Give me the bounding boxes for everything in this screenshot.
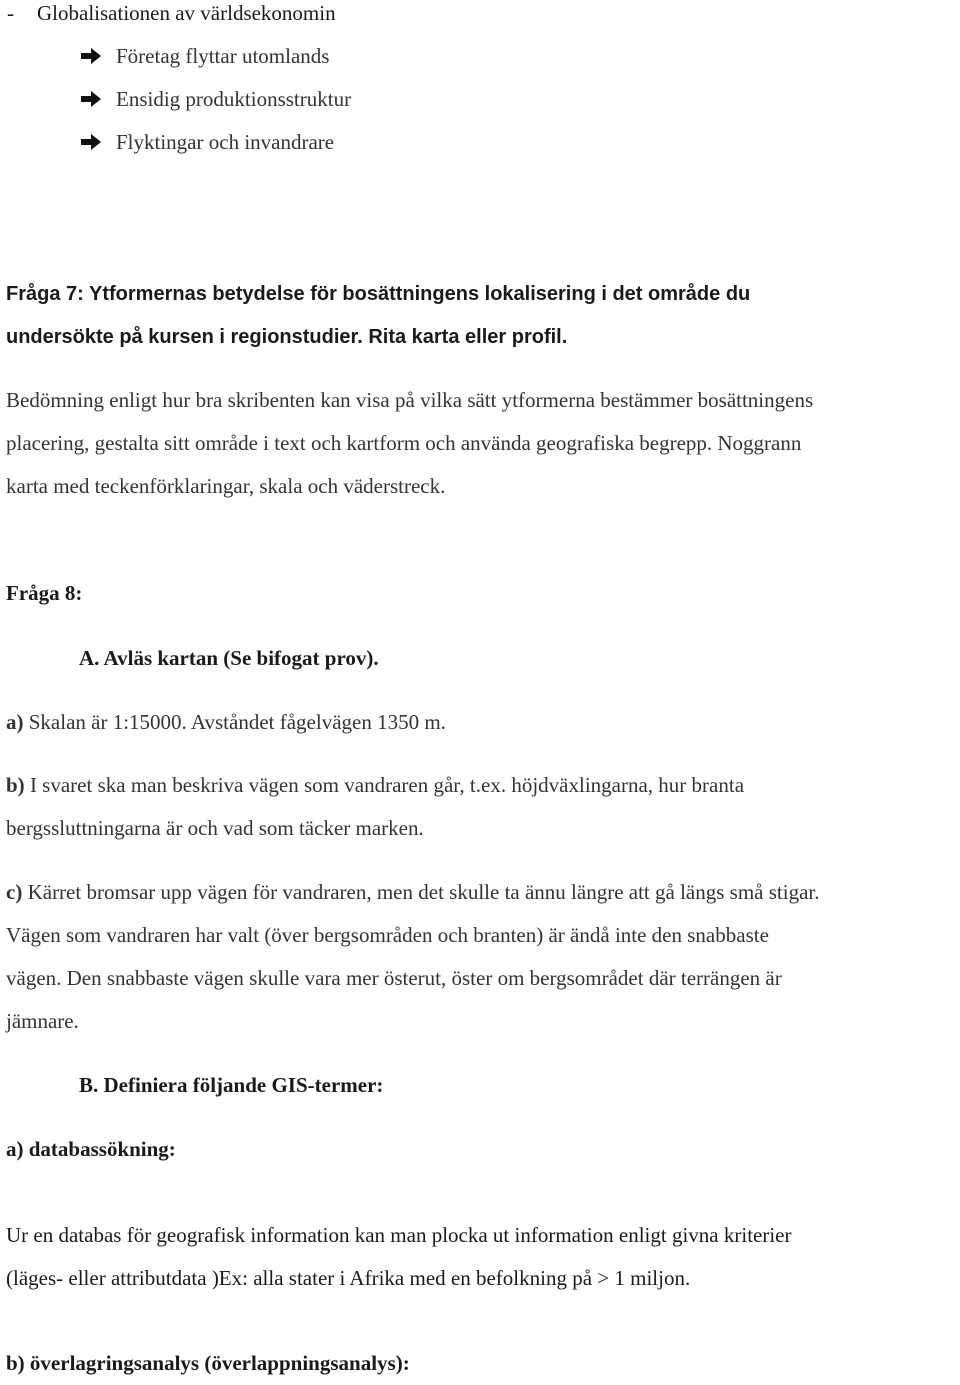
arrow-right-icon bbox=[80, 90, 102, 108]
answer-c-line2: Vägen som vandraren har valt (över bergsområden och branten) är ändå inte den snabbaste bbox=[6, 923, 769, 947]
answer-b-line2: bergssluttningarna är och vad som täcker marken. bbox=[6, 816, 424, 840]
dash-bullet: - bbox=[7, 1, 14, 25]
part-a-heading: A. Avläs kartan (Se bifogat prov). bbox=[79, 646, 379, 670]
definition-b-title: b) överlagringsanalys (överlappningsanalys): bbox=[6, 1351, 410, 1375]
list-item bbox=[80, 35, 329, 78]
answer-a-label: a) bbox=[6, 710, 24, 734]
question-7-title-line2: undersökte på kursen i regionstudier. Rita karta eller profil. bbox=[6, 326, 568, 348]
question-8-title: Fråga 8: bbox=[6, 581, 83, 605]
answer-c-line4: jämnare. bbox=[6, 1009, 79, 1033]
definition-a-title: a) databassökning: bbox=[6, 1137, 176, 1161]
list-item-text: Ensidig produktionsstruktur bbox=[116, 87, 352, 111]
answer-c-line1 bbox=[6, 871, 819, 914]
answer-a-text: Skalan är 1:15000. Avståndet fågelvägen 1350 m. bbox=[23, 710, 446, 734]
definition-a-line2: (läges- eller attributdata )Ex: alla stater i Afrika med en befolkning på > 1 miljon. bbox=[6, 1266, 691, 1290]
answer-b-line1 bbox=[6, 764, 744, 807]
answer-a bbox=[6, 701, 446, 744]
answer-b-label: b) bbox=[6, 773, 25, 797]
question-7-text-line1: Bedömning enligt hur bra skribenten kan visa på vilka sätt ytformerna bestämmer bosättningens bbox=[6, 388, 814, 412]
arrow-right-icon bbox=[80, 47, 102, 65]
answer-b-text: I svaret ska man beskriva vägen som vandraren går, t.ex. höjdväxlingarna, hur branta bbox=[24, 773, 745, 797]
part-b-heading: B. Definiera följande GIS-termer: bbox=[79, 1073, 384, 1097]
question-7-text-line2: placering, gestalta sitt område i text och kartform och använda geografiska begrepp. Noggrann bbox=[6, 431, 802, 455]
arrow-right-icon bbox=[80, 133, 102, 151]
list-item bbox=[80, 121, 334, 164]
answer-c-line3: vägen. Den snabbaste vägen skulle vara mer österut, öster om bergsområdet där terrängen är bbox=[6, 966, 782, 990]
globalisation-heading bbox=[7, 0, 336, 35]
definition-a-line1: Ur en databas för geografisk information kan man plocka ut information enligt givna kriterier bbox=[6, 1223, 792, 1247]
list-item-text: Flyktingar och invandrare bbox=[116, 130, 335, 154]
question-7-text-line3: karta med teckenförklaringar, skala och väderstreck. bbox=[6, 474, 446, 498]
list-item bbox=[80, 78, 351, 121]
question-7-title-line1: Fråga 7: Ytformernas betydelse för bosättningens lokalisering i det område du bbox=[6, 283, 751, 305]
answer-c-label: c) bbox=[6, 880, 23, 904]
answer-c-text: Kärret bromsar upp vägen för vandraren, men det skulle ta ännu längre att gå längs små stigar. bbox=[22, 880, 820, 904]
globalisation-heading-text: Globalisationen av världsekonomin bbox=[37, 1, 336, 25]
list-item-text: Företag flyttar utomlands bbox=[116, 44, 330, 68]
